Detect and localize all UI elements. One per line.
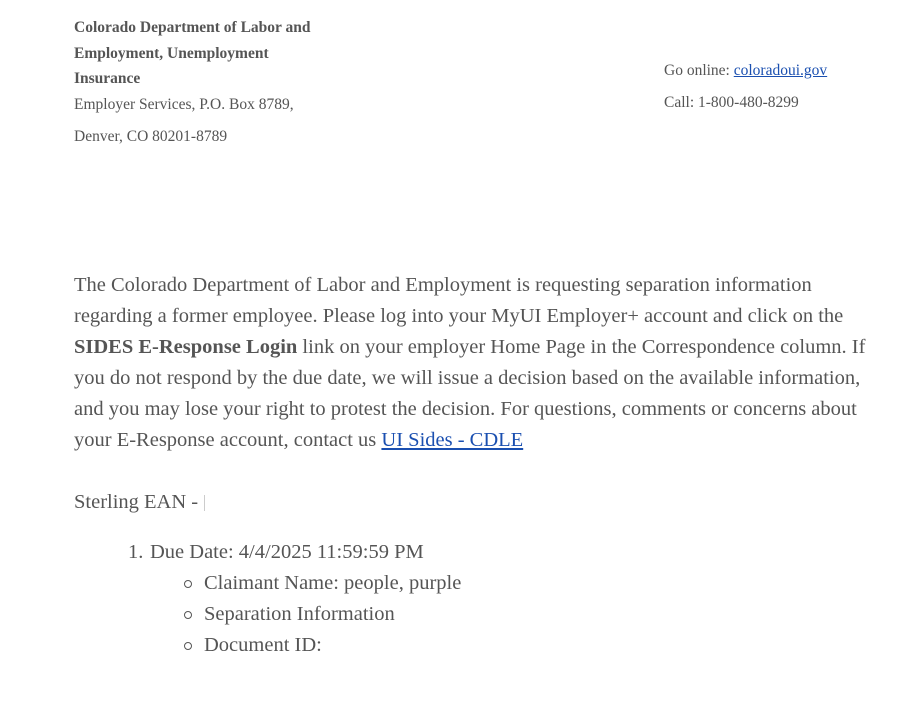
sender-address-block (74, 12, 354, 153)
coloradoui-link[interactable]: coloradoui.gov (733, 62, 828, 79)
document-id: Document ID: (204, 634, 322, 656)
list-item (128, 568, 461, 599)
paragraph-text-end: link on your employer Home Page in the Correspondence column. If you do not respond by the due date, we will issue a decision based on the available information, and you may lose your right to protest the decision. For questions, comments or concerns about your E-Response account, contact us (74, 336, 866, 451)
circle-bullet-icon (184, 642, 192, 650)
ui-sides-cdle-link[interactable]: UI Sides - CDLE (381, 429, 524, 451)
ean-label: Sterling EAN - (74, 491, 204, 513)
circle-bullet-icon (184, 580, 192, 588)
item-number: 1. (128, 541, 144, 563)
list-item (128, 537, 461, 568)
separation-information: Separation Information (204, 603, 395, 625)
list-item (128, 599, 461, 630)
online-line (664, 55, 894, 87)
due-date: Due Date: 4/4/2025 11:59:59 PM (150, 541, 424, 563)
org-line-2: Employment, Unemployment (74, 45, 269, 62)
address-line-1: Employer Services, P.O. Box 8789, (74, 96, 294, 113)
due-items-list (128, 537, 461, 661)
circle-bullet-icon (184, 611, 192, 619)
org-line-3: Insurance (74, 70, 141, 87)
item-details-list (128, 568, 461, 661)
online-label: Go online: (664, 62, 734, 79)
employer-ean (74, 487, 209, 518)
call-line: Call: 1-800-480-8299 (664, 94, 799, 111)
list-item (128, 630, 461, 661)
org-line-1: Colorado Department of Labor and (74, 19, 311, 36)
organization-name (74, 12, 354, 91)
paragraph-text-start: The Colorado Department of Labor and Employment is requesting separation information regarding a former employee. Please log into your MyUI Employer+ account and click on the (74, 274, 844, 327)
sides-login-label: SIDES E-Response Login (74, 336, 298, 358)
redacted-ean-mark (204, 495, 209, 511)
contact-block (664, 55, 894, 119)
request-paragraph (74, 270, 889, 456)
address-line-2: Denver, CO 80201-8789 (74, 128, 228, 145)
claimant-name: Claimant Name: people, purple (204, 572, 462, 594)
